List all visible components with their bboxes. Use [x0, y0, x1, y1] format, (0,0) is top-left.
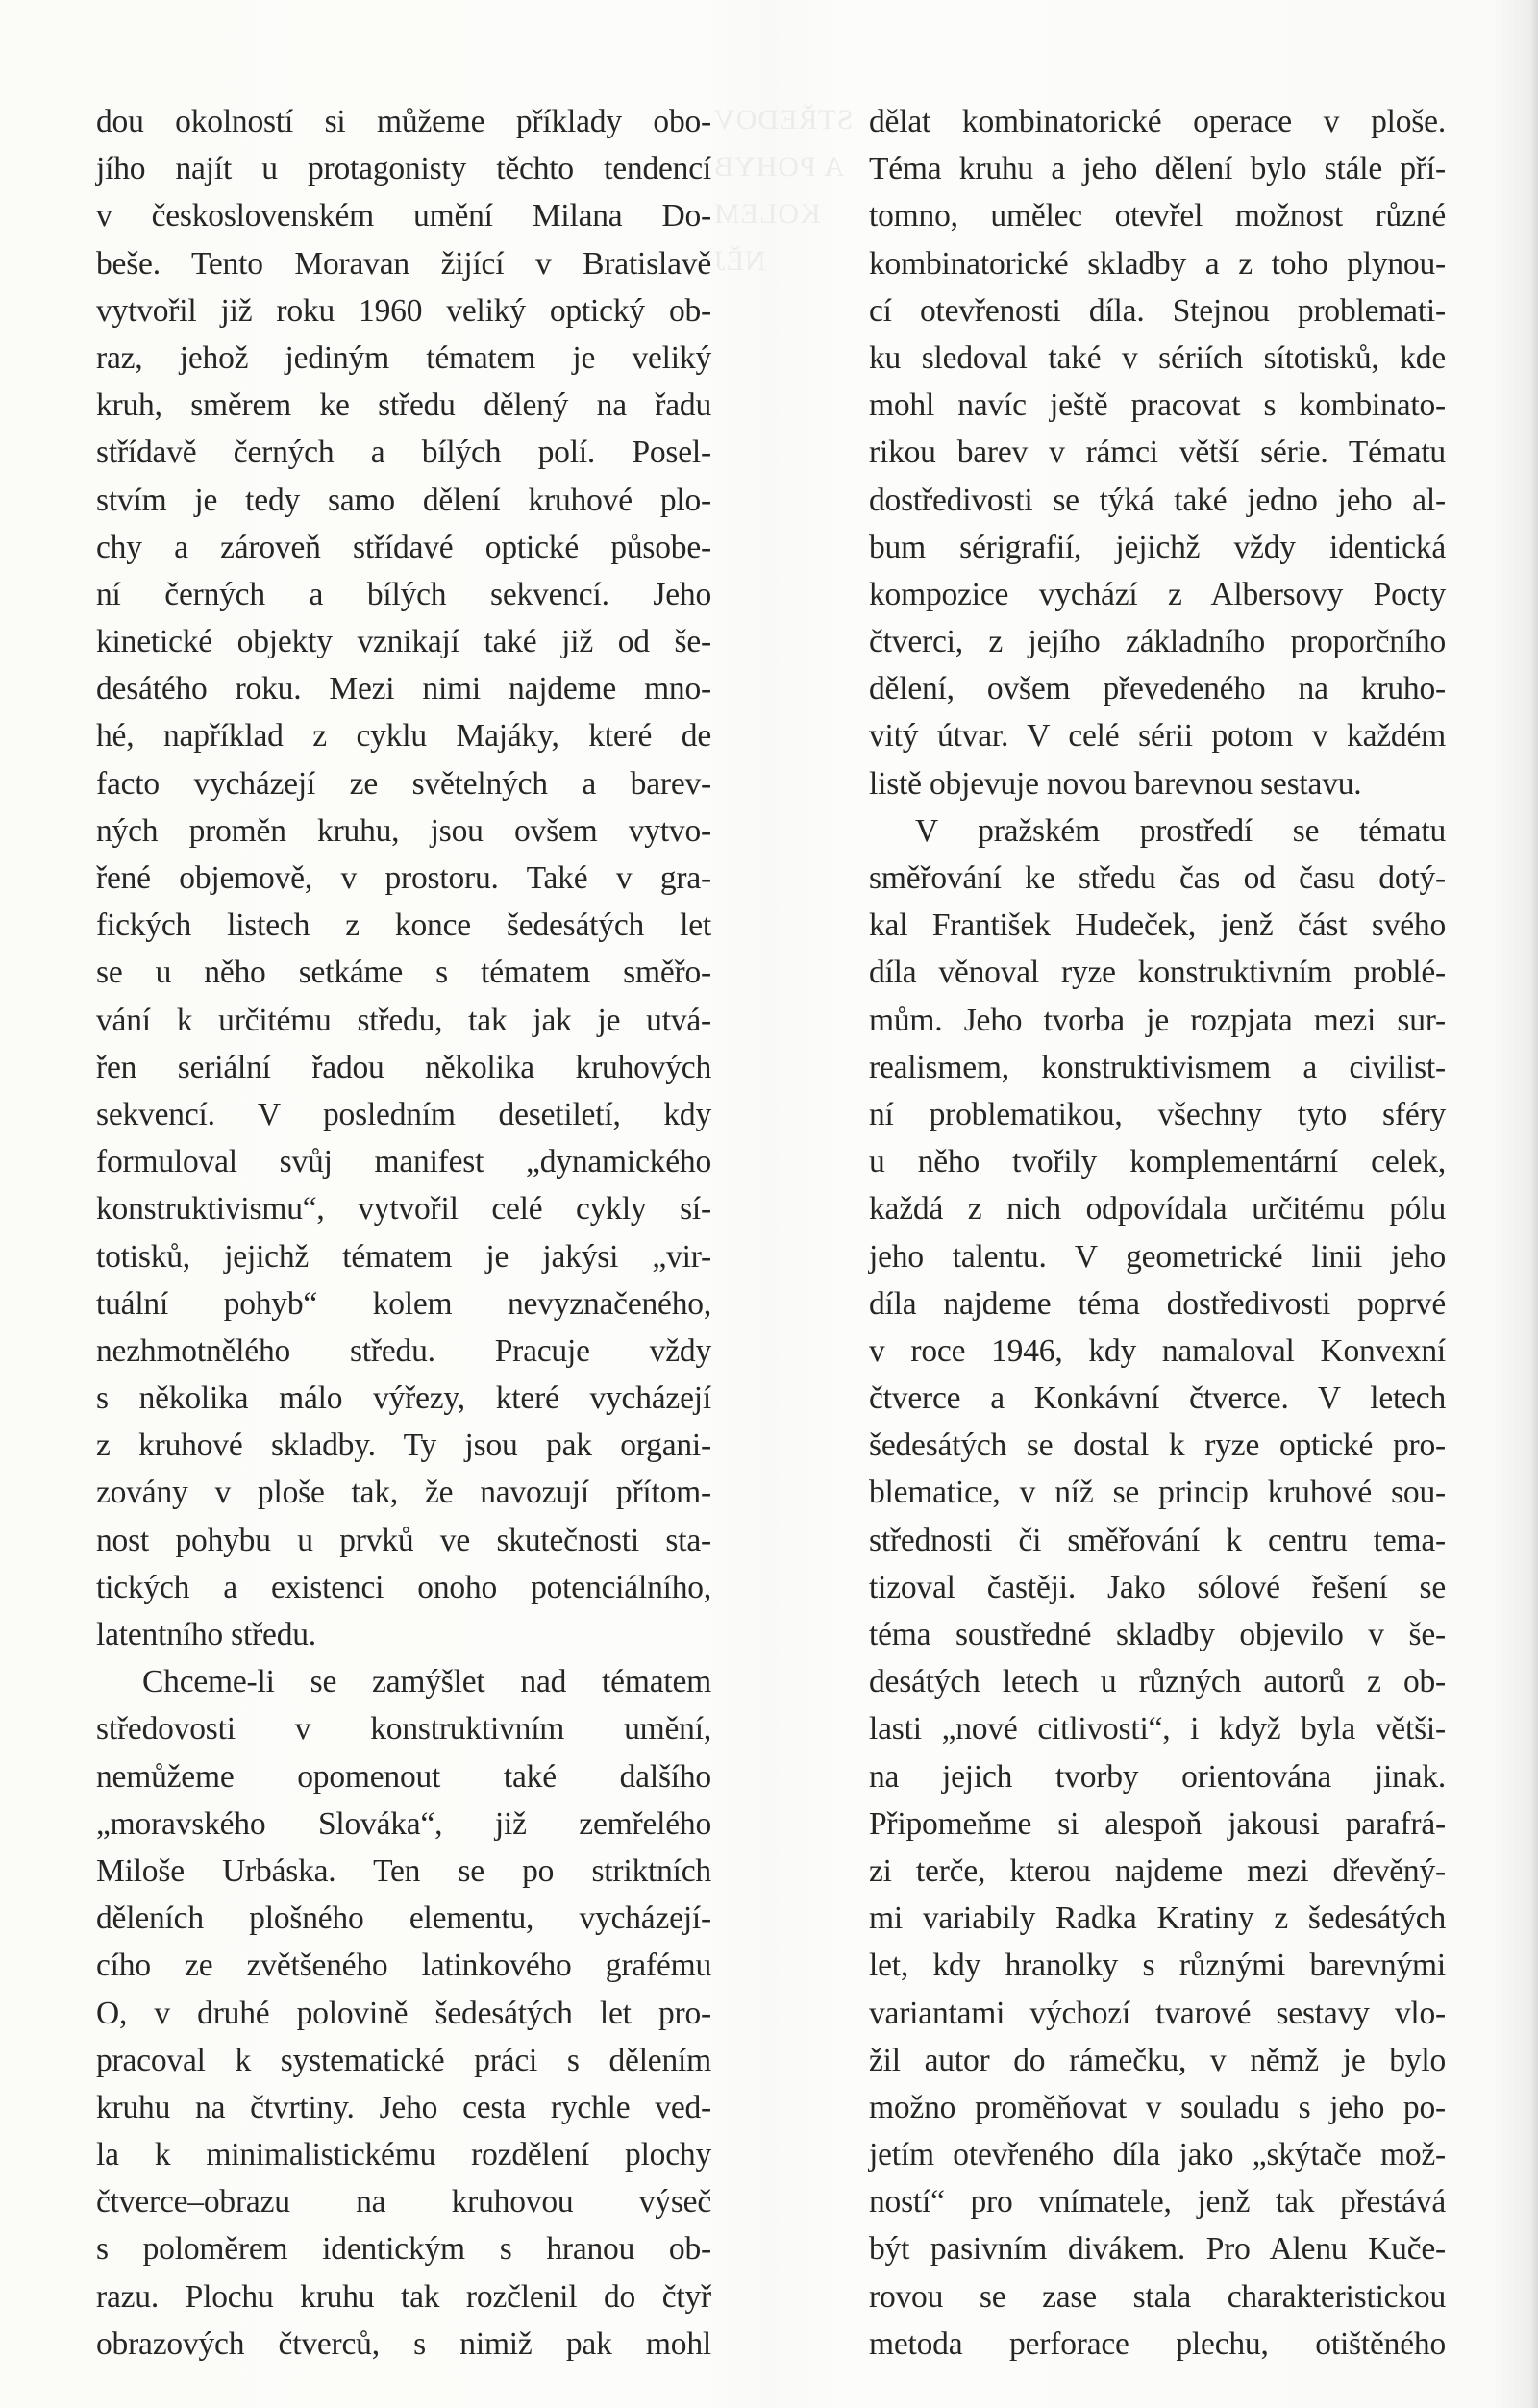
text-line: hé, například z cyklu Majáky, které de: [96, 718, 711, 755]
text-line: variantami výchozí tvarové sestavy vlo-: [869, 1995, 1446, 2031]
text-line: kal František Hudeček, jenž část svého: [869, 907, 1446, 944]
text-line: ku sledoval také v sériích sítotisků, kde: [869, 339, 1446, 376]
text-line: nemůžeme opomenout také dalšího: [96, 1758, 711, 1795]
text-line: díla věnoval ryze konstruktivním problé-: [869, 955, 1446, 991]
text-line: žil autor do rámečku, v němž je bylo: [869, 2042, 1446, 2078]
text-line: u něho tvořily komplementární celek,: [869, 1144, 1446, 1180]
ghost-line: NĚJ: [713, 245, 766, 277]
text-line: „moravského Slováka“, již zemřelého: [96, 1805, 711, 1842]
text-line: zi terče, kterou najdeme mezi dřevěný-: [869, 1852, 1446, 1889]
text-line: dělení, ovšem převedeného na kruho-: [869, 671, 1446, 708]
text-line: čtverce a Konkávní čtverce. V letech: [869, 1380, 1446, 1417]
text-line: řené objemově, v prostoru. Také v gra-: [96, 860, 711, 896]
text-line: rikou barev v rámci větší série. Tématu: [869, 434, 1446, 471]
text-line: zovány v ploše tak, že navozují přítom-: [96, 1475, 711, 1511]
text-line: s několika málo výřezy, které vycházejí: [96, 1380, 711, 1417]
text-line: let, kdy hranolky s různými barevnými: [869, 1948, 1446, 1984]
text-line: la k minimalistickému rozdělení plochy: [96, 2137, 711, 2173]
text-line: šedesátých se dostal k ryze optické pro-: [869, 1427, 1446, 1464]
text-line: střednosti či směřování k centru tema-: [869, 1522, 1446, 1558]
text-line: pracoval k systematické práci s dělením: [96, 2042, 711, 2078]
text-line: kruh, směrem ke středu dělený na řadu: [96, 387, 711, 424]
text-line: mi variabily Radka Kratiny z šedesátých: [869, 1900, 1446, 1937]
text-line: stvím je tedy samo dělení kruhové plo-: [96, 482, 711, 518]
paragraph-first-line: Chceme-li se zamýšlet nad tématem: [142, 1664, 711, 1700]
text-line: jetím otevřeného díla jako „skýtače mož-: [869, 2137, 1446, 2173]
right-text-column: [869, 98, 1446, 2368]
text-line: střídavě černých a bílých polí. Posel-: [96, 434, 711, 471]
text-line: bum sérigrafií, jejichž vždy identická: [869, 529, 1446, 565]
text-line: sekvencí. V posledním desetiletí, kdy: [96, 1096, 711, 1132]
text-line: beše. Tento Moravan žijící v Bratislavě: [96, 245, 711, 282]
text-line: konstruktivismu“, vytvořil celé cykly sí-: [96, 1191, 711, 1228]
text-line: čtverci, z jejího základního proporčního: [869, 624, 1446, 660]
text-line: Připomeňme si alespoň jakousi parafrá-: [869, 1805, 1446, 1842]
left-text-column: [96, 98, 711, 2368]
text-line: ní problematikou, všechny tyto sféry: [869, 1096, 1446, 1132]
text-line: nezhmotnělého středu. Pracuje vždy: [96, 1332, 711, 1369]
text-line: kinetické objekty vznikají také již od še-: [96, 624, 711, 660]
text-line: tizoval častěji. Jako sólové řešení se: [869, 1569, 1446, 1605]
text-line: chy a zároveň střídavé optické působe-: [96, 529, 711, 565]
text-line: tuální pohyb“ kolem nevyznačeného,: [96, 1285, 711, 1322]
text-line: každá z nich odpovídala určitému pólu: [869, 1191, 1446, 1228]
text-line: cího ze zvětšeného latinkového grafému: [96, 1948, 711, 1984]
text-line: dou okolností si můžeme příklady obo-: [96, 104, 711, 139]
text-line: středovosti v konstruktivním umění,: [96, 1711, 711, 1748]
text-line: děleních plošného elementu, vycházejí-: [96, 1900, 711, 1937]
text-line: fických listech z konce šedesátých let: [96, 907, 711, 944]
text-line: díla najdeme téma dostředivosti poprvé: [869, 1285, 1446, 1322]
text-line: obrazových čtverců, s nimiž pak mohl: [96, 2325, 711, 2362]
text-line: Téma kruhu a jeho dělení bylo stále pří-: [869, 151, 1446, 187]
ghost-line: STŘEDOV: [713, 104, 854, 136]
text-line: O, v druhé polovině šedesátých let pro-: [96, 1995, 711, 2031]
text-line: tických a existenci onoho potenciálního,: [96, 1569, 711, 1605]
text-line: vytvořil již roku 1960 veliký optický ob-: [96, 292, 711, 329]
text-line: kruhu na čtvrtiny. Jeho cesta rychle ved-: [96, 2089, 711, 2125]
text-line: v československém umění Milana Do-: [96, 198, 711, 235]
text-line: lasti „nové citlivosti“, i když byla větši-: [869, 1711, 1446, 1748]
text-line: ností“ pro vnímatele, jenž tak přestává: [869, 2184, 1446, 2221]
text-line: dělat kombinatorické operace v ploše.: [869, 104, 1446, 139]
text-line: facto vycházejí ze světelných a barev-: [96, 765, 711, 802]
text-line: totisků, jejichž tématem je jakýsi „vir-: [96, 1238, 711, 1275]
text-line: desátých letech u různých autorů z ob-: [869, 1664, 1446, 1700]
text-line: směřování ke středu čas od času dotý-: [869, 860, 1446, 896]
text-line: čtverce–obrazu na kruhovou výseč: [96, 2184, 711, 2221]
text-line: razu. Plochu kruhu tak rozčlenil do čtyř: [96, 2278, 711, 2315]
text-line: téma soustředné skladby objevilo v še-: [869, 1617, 1446, 1652]
text-line: být pasivním divákem. Pro Alenu Kuče-: [869, 2231, 1446, 2268]
text-line: možno proměňovat v souladu s jeho po-: [869, 2089, 1446, 2125]
text-line: s poloměrem identickým s hranou ob-: [96, 2231, 711, 2268]
text-line: Miloše Urbáska. Ten se po striktních: [96, 1852, 711, 1889]
text-line: metoda perforace plechu, otištěného: [869, 2325, 1446, 2362]
text-line: řen seriální řadou několika kruhových: [96, 1049, 711, 1085]
text-line: vitý útvar. V celé sérii potom v každém: [869, 718, 1446, 755]
text-line: blematice, v níž se princip kruhové sou-: [869, 1475, 1446, 1511]
text-line: mům. Jeho tvorba je rozpjata mezi sur-: [869, 1002, 1446, 1038]
text-line: latentního středu.: [96, 1617, 316, 1652]
ghost-line: KOLEM: [713, 198, 821, 230]
text-line: z kruhové skladby. Ty jsou pak organi-: [96, 1427, 711, 1464]
paragraph-first-line: V pražském prostředí se tématu: [915, 812, 1446, 849]
text-line: kompozice vychází z Albersovy Pocty: [869, 576, 1446, 612]
text-line: cí otevřenosti díla. Stejnou problemati-: [869, 292, 1446, 329]
text-line: rovou se zase stala charakteristickou: [869, 2278, 1446, 2315]
text-line: raz, jehož jediným tématem je veliký: [96, 339, 711, 376]
text-line: dostředivosti se týká také jedno jeho al-: [869, 482, 1446, 518]
text-line: tomno, umělec otevřel možnost různé: [869, 198, 1446, 235]
text-line: na jejich tvorby orientována jinak.: [869, 1758, 1446, 1795]
text-line: kombinatorické skladby a z toho plynou-: [869, 245, 1446, 282]
text-line: se u něho setkáme s tématem směřo-: [96, 955, 711, 991]
text-line: jeho talentu. V geometrické linii jeho: [869, 1238, 1446, 1275]
text-line: jího najít u protagonisty těchto tendencí: [96, 151, 711, 187]
text-line: ní černých a bílých sekvencí. Jeho: [96, 576, 711, 612]
text-line: realismem, konstruktivismem a civilist-: [869, 1049, 1446, 1085]
text-line: nost pohybu u prvků ve skutečnosti sta-: [96, 1522, 711, 1558]
text-line: vání k určitému středu, tak jak je utvá-: [96, 1002, 711, 1038]
text-line: mohl navíc ještě pracovat s kombinato-: [869, 387, 1446, 424]
text-line: desátého roku. Mezi nimi najdeme mno-: [96, 671, 711, 708]
text-line: v roce 1946, kdy namaloval Konvexní: [869, 1332, 1446, 1369]
text-line: formuloval svůj manifest „dynamického: [96, 1144, 711, 1180]
text-line: listě objevuje novou barevnou sestavu.: [869, 765, 1362, 802]
text-line: ných proměn kruhu, jsou ovšem vytvo-: [96, 812, 711, 849]
ghost-line: A POHYB: [713, 151, 845, 183]
